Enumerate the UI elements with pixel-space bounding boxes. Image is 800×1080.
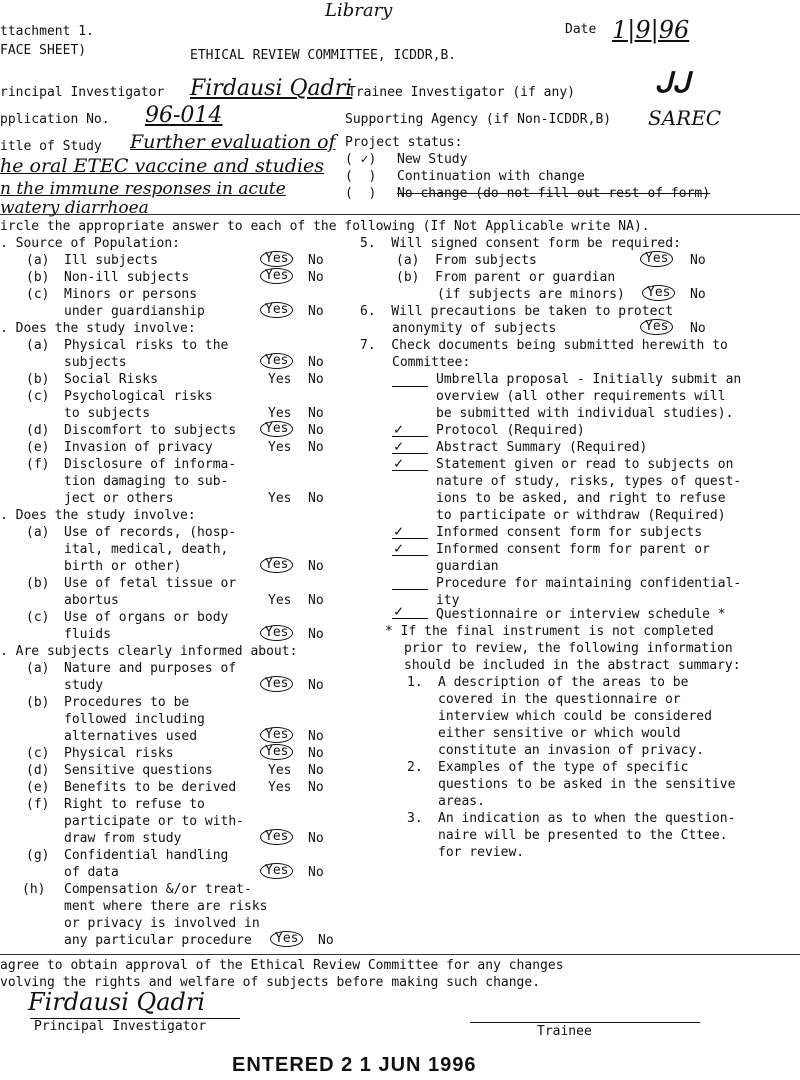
note-item-1: A description of the areas to be	[438, 675, 689, 690]
item-records-cont: ital, medical, death,	[64, 542, 229, 557]
check-mark: ✓	[394, 420, 404, 438]
doc-umbrella-cont: overview (all other requirements will	[436, 389, 726, 404]
item-key: (b)	[26, 695, 50, 710]
doc-consent-parent-cont: guardian	[436, 559, 499, 574]
divider-bottom	[0, 954, 800, 955]
item-key: (d)	[26, 423, 50, 438]
answer-no: No	[308, 372, 324, 387]
pi-label: rincipal Investigator	[0, 85, 165, 100]
item-invasion-privacy: Invasion of privacy	[64, 440, 213, 455]
answer-yes: Yes	[268, 406, 292, 421]
answer-no: No	[308, 559, 324, 574]
answer-yes: Yes	[268, 440, 292, 455]
item-key: (f)	[26, 797, 50, 812]
note-item-key: 1.	[407, 675, 423, 690]
item-key: (c)	[26, 389, 50, 404]
item-key: (f)	[26, 457, 50, 472]
agreement-line-2: volving the rights and welfare of subjects before making such change.	[0, 975, 541, 990]
item-key: (c)	[26, 610, 50, 625]
item-key: (e)	[26, 440, 50, 455]
item-key: (h)	[22, 882, 46, 897]
answer-no: No	[690, 321, 706, 336]
item-fetal-tissue: Use of fetal tissue or	[64, 576, 237, 591]
doc-consent-parent: Informed consent form for parent or	[436, 542, 710, 557]
agency-value: SAREC	[648, 106, 722, 130]
section-5: 5. Will signed consent form be required:	[360, 236, 681, 251]
item-ill-subjects: Ill subjects	[64, 253, 158, 268]
status-nochange: No change (do not fill out rest of form)	[397, 186, 711, 201]
divider-top	[0, 214, 800, 215]
answer-yes: Yes	[268, 593, 292, 608]
title-line-3: n the immune responses in acute	[0, 179, 286, 199]
instructions: ircle the appropriate answer to each of the following (If Not Applicable write NA).	[0, 219, 650, 234]
face-sheet-label: FACE SHEET)	[0, 43, 87, 58]
answer-yes-circled	[260, 302, 293, 318]
note-item-key: 2.	[407, 760, 423, 775]
yes-circled: Yes	[260, 251, 293, 267]
status-new-box: ( ✓)	[345, 152, 377, 167]
answer-no: No	[690, 287, 706, 302]
doc-protocol: Protocol (Required)	[436, 423, 585, 438]
application-value: 96-014	[145, 103, 223, 128]
item-disclosure: Disclosure of informa-	[64, 457, 237, 472]
answer-yes-circled	[260, 727, 293, 743]
answer-no: No	[308, 831, 324, 846]
answer-no: No	[308, 423, 324, 438]
date-label: Date	[565, 22, 597, 37]
answer-no: No	[308, 746, 324, 761]
answer-yes: Yes	[268, 763, 292, 778]
trainee-label: Trainee Investigator (if any)	[348, 85, 575, 100]
item-key: (d)	[26, 763, 50, 778]
yes-circled: Yes	[270, 931, 303, 947]
answer-yes-circled	[260, 829, 293, 845]
answer-no: No	[308, 270, 324, 285]
answer-no: No	[308, 678, 324, 693]
application-label: pplication No.	[0, 112, 110, 127]
note-item-3-cont: for review.	[438, 845, 525, 860]
answer-yes-circled	[640, 319, 673, 335]
item-psych-risks: Psychological risks	[64, 389, 213, 404]
answer-yes-circled	[260, 676, 293, 692]
answer-no: No	[308, 304, 324, 319]
answer-no: No	[308, 253, 324, 268]
note-item-key: 3.	[407, 811, 423, 826]
date-value: 1|9|96	[612, 16, 690, 44]
item-compensation-cont: or privacy is involved in	[64, 916, 260, 931]
item-nature-purpose: Nature and purposes of	[64, 661, 237, 676]
note-item-1-cont: constitute an invasion of privacy.	[438, 743, 705, 758]
item-confidential-cont: of data	[64, 865, 119, 880]
title-line-4: watery diarrhoea	[0, 198, 149, 218]
agreement-line-1: agree to obtain approval of the Ethical Review Committee for any changes	[0, 958, 564, 973]
item-organs-cont: fluids	[64, 627, 111, 642]
answer-yes-circled	[260, 625, 293, 641]
status-new: New Study	[397, 152, 468, 167]
item-organs: Use of organs or body	[64, 610, 229, 625]
item-disclosure-cont: tion damaging to sub-	[64, 474, 229, 489]
checkbox-line	[392, 555, 428, 557]
doc-questionnaire: Questionnaire or interview schedule *	[436, 607, 726, 622]
yes-circled: Yes	[260, 302, 293, 318]
section-3: . Does the study involve:	[0, 508, 196, 523]
yes-circled: Yes	[640, 251, 673, 267]
item-key: (c)	[26, 287, 50, 302]
item-procedures: Procedures to be	[64, 695, 190, 710]
item-consent-parent: (b) From parent or guardian	[396, 270, 616, 285]
note-line-3: should be included in the abstract summary:	[404, 658, 741, 673]
checkbox-line	[392, 386, 428, 388]
pi-value: Firdausi Qadri	[190, 76, 353, 101]
section-7-cont: Committee:	[392, 355, 471, 370]
doc-confidentiality: Procedure for maintaining confidential-	[436, 576, 742, 591]
item-disclosure-cont: ject or others	[64, 491, 174, 506]
item-records: Use of records, (hosp-	[64, 525, 237, 540]
doc-umbrella-cont: be submitted with individual studies).	[436, 406, 734, 421]
check-mark: ✓	[394, 437, 404, 455]
doc-confidentiality-cont: ity	[436, 593, 460, 608]
answer-yes: Yes	[268, 780, 292, 795]
item-confidential: Confidential handling	[64, 848, 229, 863]
answer-yes-circled	[270, 931, 303, 947]
item-non-ill-subjects: Non-ill subjects	[64, 270, 190, 285]
answer-yes-circled	[260, 353, 293, 369]
item-right-refuse: Right to refuse to	[64, 797, 205, 812]
answer-no: No	[308, 355, 324, 370]
item-compensation: Compensation &/or treat-	[64, 882, 252, 897]
answer-yes-circled	[260, 557, 293, 573]
item-benefits: Benefits to be derived	[64, 780, 237, 795]
yes-circled: Yes	[260, 829, 293, 845]
item-consent-parent-cont: (if subjects are minors)	[437, 287, 625, 302]
note-item-1-cont: either sensitive or which would	[438, 726, 681, 741]
status-cont: Continuation with change	[397, 169, 585, 184]
title-line-1: Further evaluation of	[130, 131, 336, 153]
note-line-2: prior to review, the following information	[404, 641, 733, 656]
yes-circled: Yes	[260, 268, 293, 284]
item-minors-cont: under guardianship	[64, 304, 205, 319]
trainee-caption: Trainee	[537, 1024, 592, 1039]
committee-title: ETHICAL REVIEW COMMITTEE, ICDDR,B.	[190, 48, 457, 63]
checkbox-line	[392, 589, 428, 591]
pi-caption: Principal Investigator	[34, 1019, 207, 1034]
check-mark: ✓	[394, 522, 404, 540]
section-6: 6. Will precautions be taken to protect	[360, 304, 674, 319]
yes-circled: Yes	[260, 557, 293, 573]
note-line-1: * If the final instrument is not completed	[385, 624, 714, 639]
doc-consent-subjects: Informed consent form for subjects	[436, 525, 703, 540]
item-fetal-tissue-cont: abortus	[64, 593, 119, 608]
doc-umbrella: Umbrella proposal - Initially submit an	[436, 372, 742, 387]
yes-circled: Yes	[260, 676, 293, 692]
item-key: (a)	[26, 253, 50, 268]
item-consent-subjects: (a) From subjects	[396, 253, 537, 268]
section-4: . Are subjects clearly informed about:	[0, 644, 298, 659]
section-2: . Does the study involve:	[0, 321, 196, 336]
item-key: (c)	[26, 746, 50, 761]
title-line-2: he oral ETEC vaccine and studies	[0, 155, 325, 177]
answer-no: No	[308, 491, 324, 506]
doc-abstract: Abstract Summary (Required)	[436, 440, 648, 455]
section-6-cont: anonymity of subjects	[392, 321, 557, 336]
answer-yes-circled	[260, 251, 293, 267]
section-7: 7. Check documents being submitted herewith to	[360, 338, 728, 353]
answer-yes: Yes	[268, 491, 292, 506]
note-item-2-cont: areas.	[438, 794, 485, 809]
yes-circled: Yes	[260, 863, 293, 879]
yes-circled: Yes	[642, 285, 675, 301]
yes-circled: Yes	[260, 625, 293, 641]
item-compensation-cont: any particular procedure	[64, 933, 252, 948]
checkbox-line	[392, 470, 428, 472]
yes-circled: Yes	[640, 319, 673, 335]
item-physical-risks: Physical risks to the	[64, 338, 229, 353]
checkbox-line	[392, 618, 428, 620]
note-item-1-cont: covered in the questionnaire or	[438, 692, 681, 707]
check-mark: ✓	[394, 454, 404, 472]
doc-statement-cont: to participate or withdraw (Required)	[436, 508, 726, 523]
item-social-risks: Social Risks	[64, 372, 158, 387]
yes-circled: Yes	[260, 421, 293, 437]
answer-yes-circled	[260, 863, 293, 879]
item-records-cont: birth or other)	[64, 559, 182, 574]
note-item-1-cont: interview which could be considered	[438, 709, 712, 724]
title-label: itle of Study	[0, 139, 102, 154]
answer-yes-circled	[640, 251, 673, 267]
answer-no: No	[308, 406, 324, 421]
item-psych-risks-cont: to subjects	[64, 406, 151, 421]
answer-yes-circled	[260, 421, 293, 437]
note-item-3: An indication as to when the question-	[438, 811, 736, 826]
item-discomfort: Discomfort to subjects	[64, 423, 237, 438]
signature-line-trainee	[470, 1022, 700, 1023]
item-key: (a)	[26, 338, 50, 353]
answer-no: No	[308, 729, 324, 744]
item-procedures-cont: followed including	[64, 712, 205, 727]
answer-no: No	[308, 593, 324, 608]
yes-circled: Yes	[260, 727, 293, 743]
note-item-2: Examples of the type of specific	[438, 760, 689, 775]
item-key: (a)	[26, 525, 50, 540]
check-mark: ✓	[394, 602, 404, 620]
answer-no: No	[308, 780, 324, 795]
answer-no: No	[318, 933, 334, 948]
answer-yes-circled	[642, 285, 675, 301]
project-status-label: Project status:	[345, 135, 463, 150]
answer-no: No	[308, 440, 324, 455]
item-key: (b)	[26, 372, 50, 387]
trainee-mark: ᒍᒍ	[655, 66, 691, 99]
agency-label: Supporting Agency (if Non-ICDDR,B)	[345, 112, 612, 127]
answer-no: No	[308, 763, 324, 778]
attachment-label: ttachment 1.	[0, 24, 94, 39]
note-item-3-cont: naire will be presented to the Cttee.	[438, 828, 728, 843]
item-right-refuse-cont: draw from study	[64, 831, 182, 846]
item-compensation-cont: ment where there are risks	[64, 899, 268, 914]
item-physical-risks-info: Physical risks	[64, 746, 174, 761]
item-nature-purpose-cont: study	[64, 678, 104, 693]
item-key: (b)	[26, 270, 50, 285]
yes-circled: Yes	[260, 353, 293, 369]
item-key: (a)	[26, 661, 50, 676]
item-key: (g)	[26, 848, 50, 863]
status-cont-box: ( )	[345, 169, 377, 184]
library-stamp: Library	[325, 0, 393, 21]
yes-circled: Yes	[260, 744, 293, 760]
answer-no: No	[308, 627, 324, 642]
answer-no: No	[308, 865, 324, 880]
doc-statement-cont: ions to be asked, and right to refuse	[436, 491, 726, 506]
item-key: (b)	[26, 576, 50, 591]
note-item-2-cont: questions to be asked in the sensitive	[438, 777, 736, 792]
answer-yes-circled	[260, 744, 293, 760]
item-procedures-cont: alternatives used	[64, 729, 198, 744]
doc-statement: Statement given or read to subjects on	[436, 457, 734, 472]
entered-stamp: ENTERED 2 1 JUN 1996	[232, 1054, 477, 1076]
item-minors: Minors or persons	[64, 287, 198, 302]
check-mark: ✓	[394, 539, 404, 557]
doc-statement-cont: nature of study, risks, types of quest-	[436, 474, 742, 489]
answer-yes: Yes	[268, 372, 292, 387]
item-right-refuse-cont: participate or to with-	[64, 814, 245, 829]
answer-no: No	[690, 253, 706, 268]
item-key: (e)	[26, 780, 50, 795]
item-physical-risks-cont: subjects	[64, 355, 127, 370]
answer-yes-circled	[260, 268, 293, 284]
status-nochange-box: ( )	[345, 186, 377, 201]
pi-signature: Firdausi Qadri	[28, 988, 206, 1016]
item-sensitive-questions: Sensitive questions	[64, 763, 213, 778]
section-1: . Source of Population:	[0, 236, 181, 251]
